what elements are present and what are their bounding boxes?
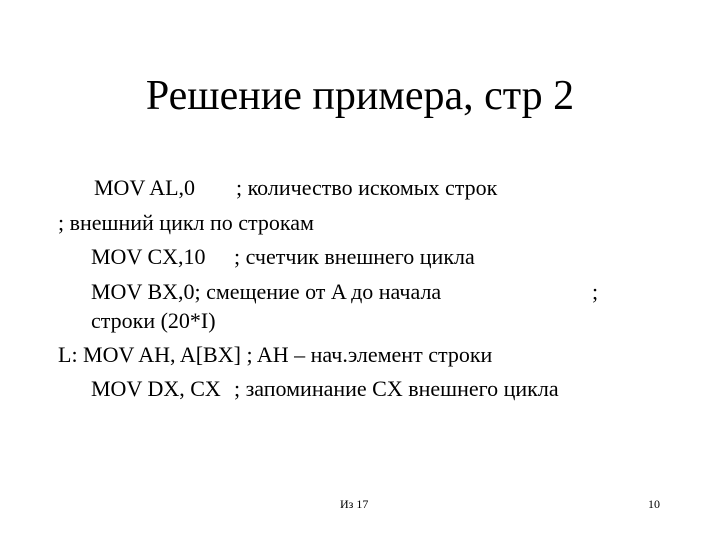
code-line-4-semicolon: ; [592,279,599,304]
code-line-1-instruction: MOV AL,0 [94,175,196,200]
code-line-6: L: MOV AH, A[BX] ; AH – нач.элемент строки [58,342,493,367]
code-line-5: строки (20*I) [91,308,216,333]
code-line-2-comment: ; внешний цикл по строкам [58,210,314,235]
code-line-1-comment: ; количество искомых строк [236,175,498,200]
code-line-7-comment: ; запоминание CX внешнего цикла [234,376,559,401]
code-line-7-instruction: MOV DX, CX [91,376,221,401]
footer-page-number: 10 [648,497,660,511]
code-line-4: MOV BX,0; смещение от A до начала [91,279,442,304]
footer-slide-count: Из 17 [340,497,369,511]
code-line-3-instruction: MOV CX,10 [91,244,206,269]
slide-title: Решение примера, стр 2 [145,73,575,119]
code-line-3-comment: ; счетчик внешнего цикла [234,244,475,269]
